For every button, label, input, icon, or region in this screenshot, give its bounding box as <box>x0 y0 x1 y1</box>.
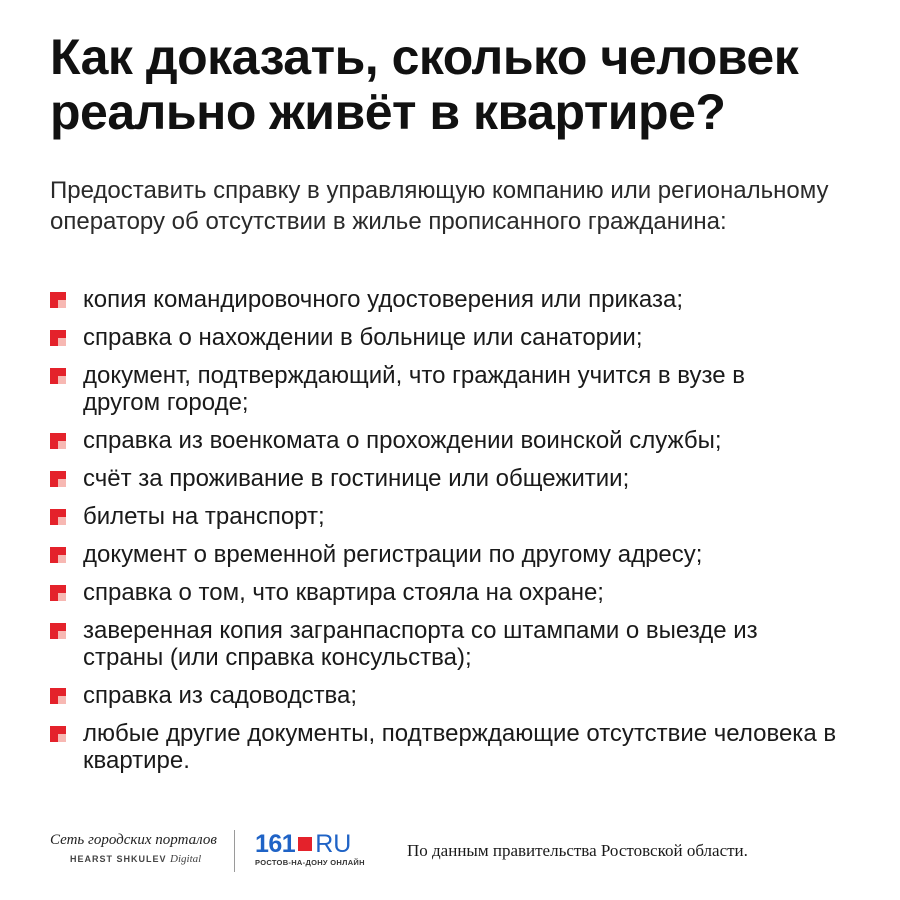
square-bullet-icon <box>50 292 66 308</box>
list-item-text: справка о нахождении в больнице или санатории; <box>83 324 643 351</box>
square-bullet-icon <box>50 547 66 563</box>
list-item-text: справка из военкомата о прохождении воинской службы; <box>83 427 722 454</box>
square-bullet-icon <box>50 623 66 639</box>
list-item <box>50 362 783 416</box>
site-logo <box>255 832 395 867</box>
list-item-text: справка из садоводства; <box>83 682 358 709</box>
network-logo-title: Сеть городских порталов <box>50 832 217 848</box>
list-item <box>50 541 870 568</box>
list-item-text: копия командировочного удостоверения или приказа; <box>83 286 683 313</box>
list-item <box>50 286 870 313</box>
list-item-text: заверенная копия загранпаспорта со штампами о выезде из страны (или справка консульства); <box>83 617 758 671</box>
network-logo-subtitle: HEARST SHKULEV Digital <box>70 853 202 865</box>
list-item-text: документ о временной регистрации по другому адресу; <box>83 541 703 568</box>
list-item-text: любые другие документы, подтверждающие отсутствие человека в квартире. <box>83 720 837 774</box>
site-logo-subtitle: РОСТОВ-НА-ДОНУ ОНЛАЙН <box>255 858 365 867</box>
logo-square-icon <box>298 837 312 851</box>
square-bullet-icon <box>50 330 66 346</box>
site-logo-number: 161 <box>255 830 296 858</box>
network-logo <box>50 832 220 865</box>
list-item <box>50 617 763 671</box>
list-item <box>50 324 870 351</box>
list-item-text: документ, подтверждающий, что гражданин учится в вузе в другом городе; <box>83 362 746 416</box>
list-item <box>50 465 870 492</box>
list-item <box>50 579 870 606</box>
list-item-text: справка о том, что квартира стояла на охране; <box>83 579 604 606</box>
list-item <box>50 720 843 774</box>
square-bullet-icon <box>50 688 66 704</box>
site-logo-domain: RU <box>315 830 352 858</box>
list-item <box>50 503 870 530</box>
intro-text: Предоставить справку в управляющую компанию или региональному оператору об отсутствии в жилье прописанного гражданина: <box>50 177 829 235</box>
page-title: Как доказать, сколько человек реально живёт в квартире? <box>50 29 799 140</box>
source-note: По данным правительства Ростовской области. <box>407 841 748 860</box>
square-bullet-icon <box>50 509 66 525</box>
document-list <box>50 286 870 785</box>
square-bullet-icon <box>50 471 66 487</box>
square-bullet-icon <box>50 368 66 384</box>
footer-divider <box>234 830 235 872</box>
list-item <box>50 427 870 454</box>
square-bullet-icon <box>50 433 66 449</box>
list-item-text: билеты на транспорт; <box>83 503 325 530</box>
list-item-text: счёт за проживание в гостинице или общежитии; <box>83 465 630 492</box>
square-bullet-icon <box>50 726 66 742</box>
square-bullet-icon <box>50 585 66 601</box>
list-item <box>50 682 870 709</box>
footer <box>50 830 870 874</box>
